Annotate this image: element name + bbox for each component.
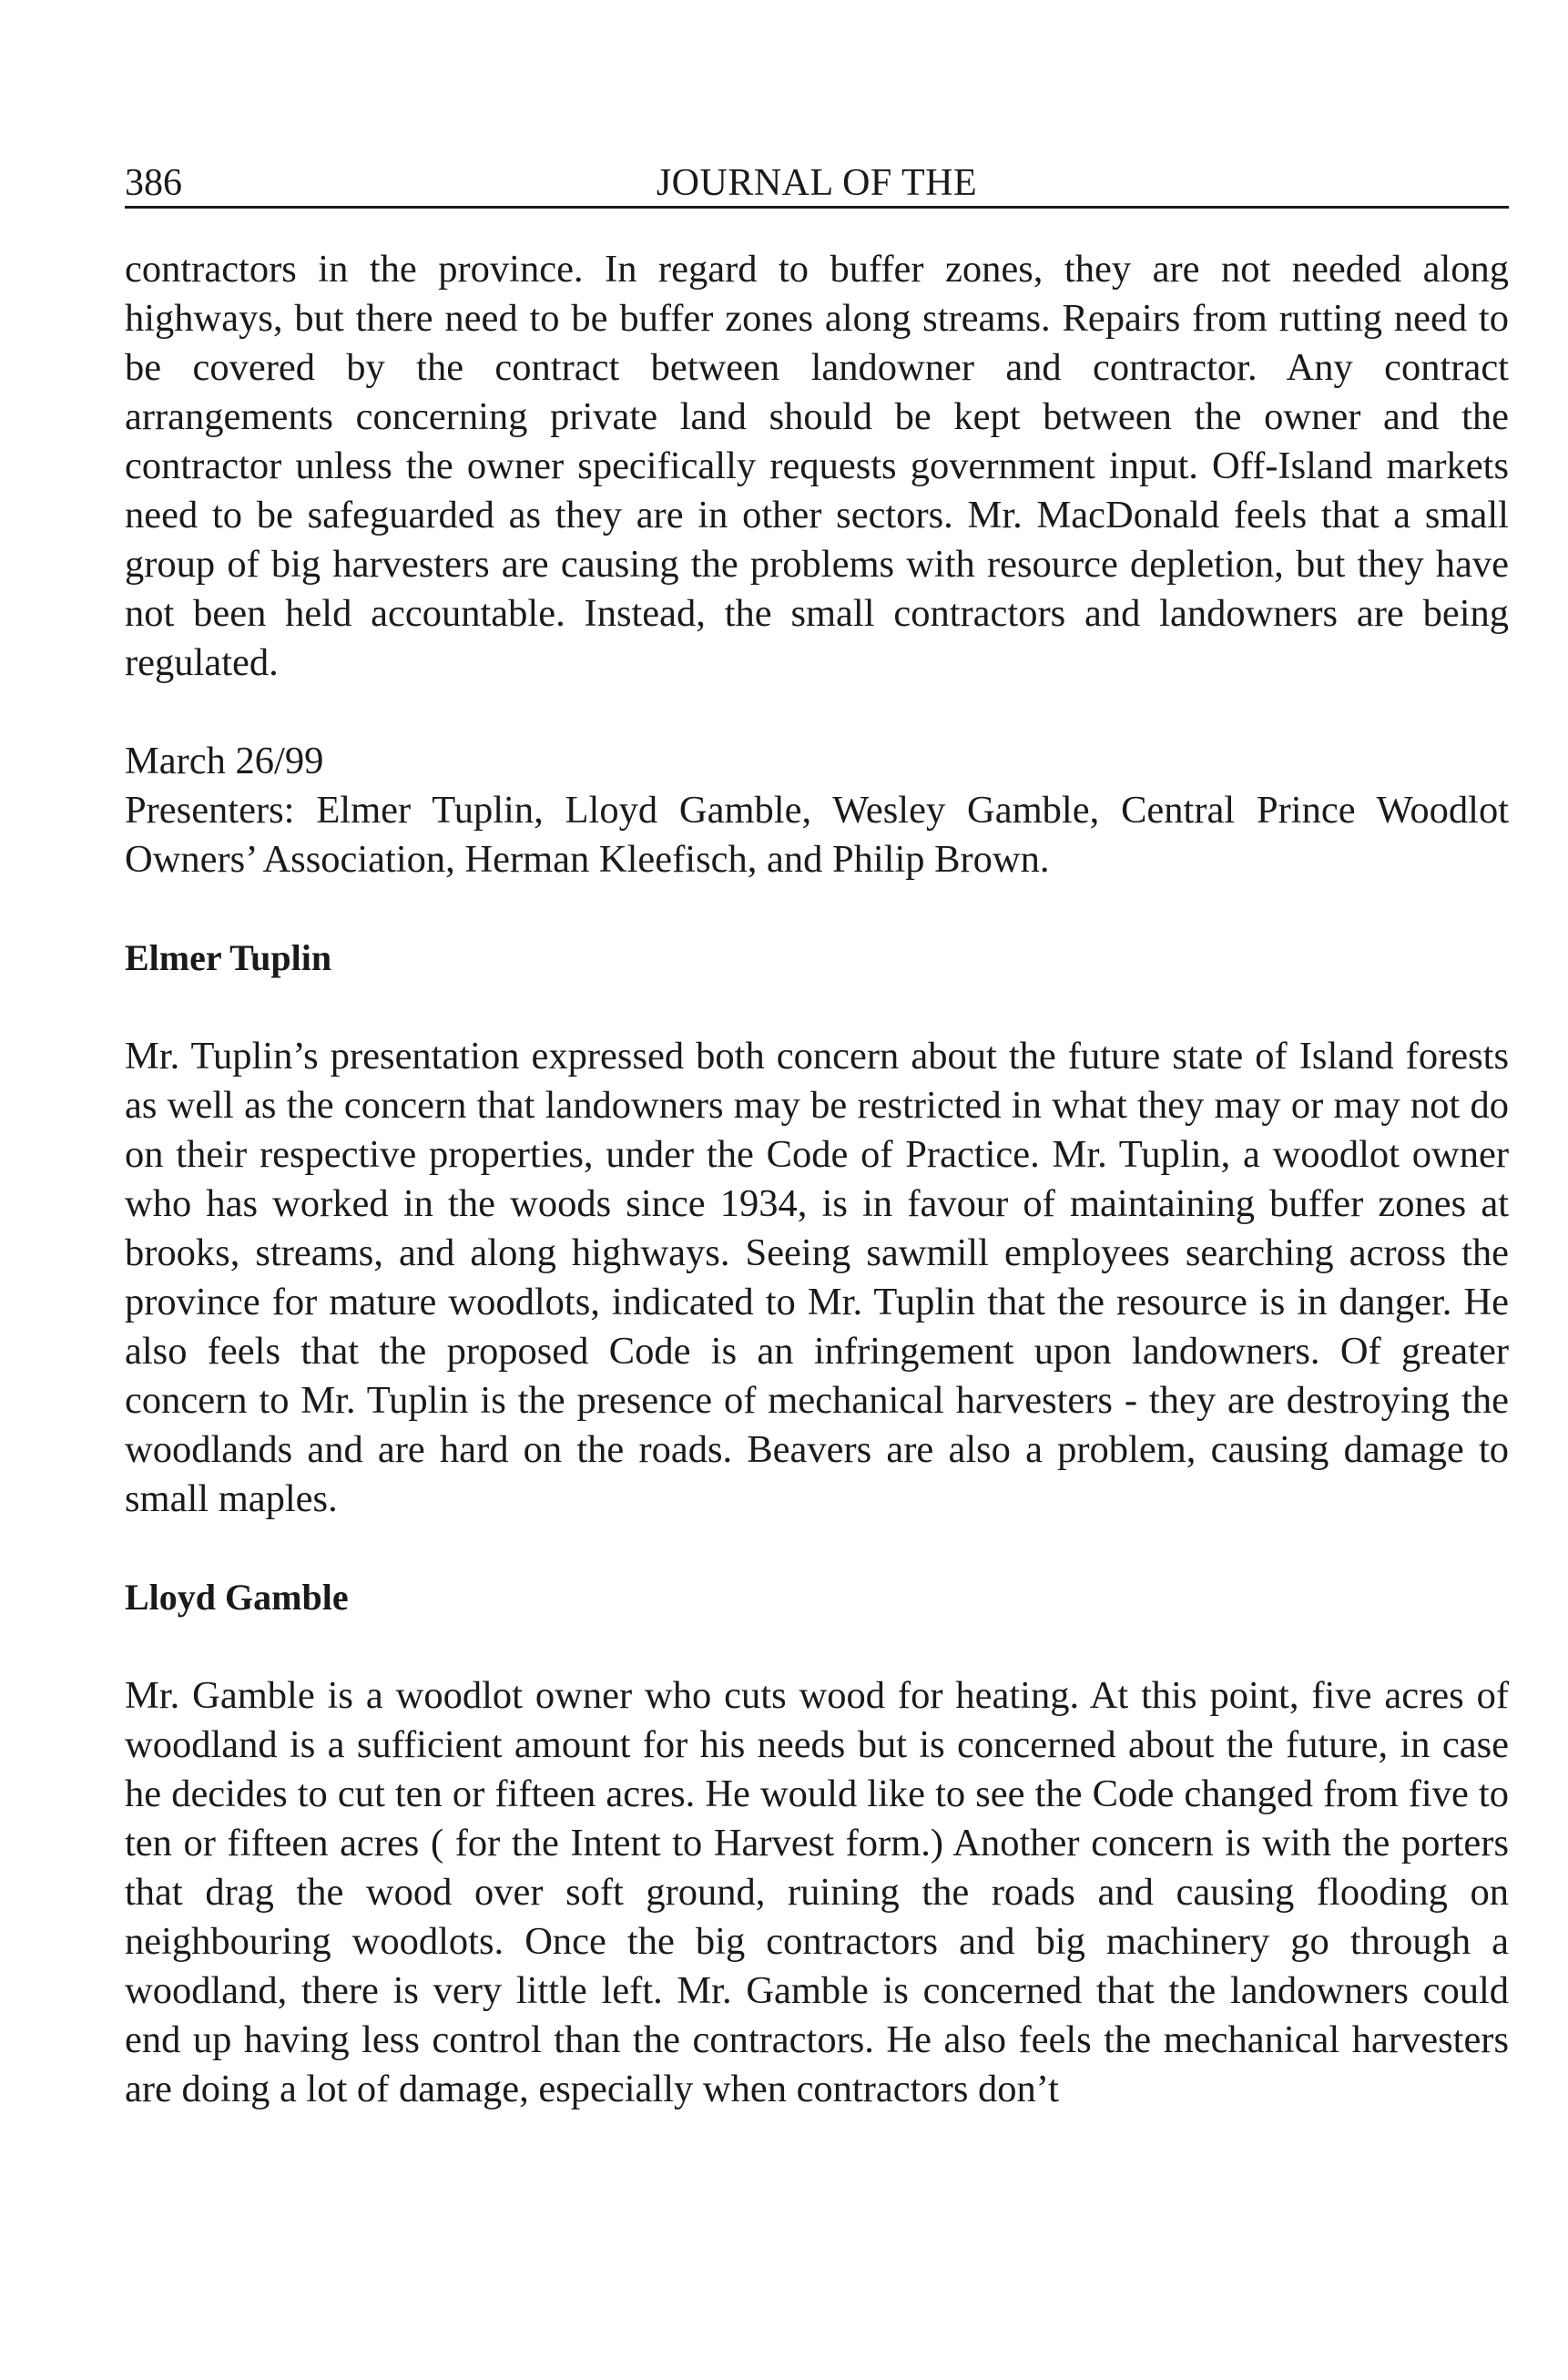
paragraph-gap: [125, 1524, 1509, 1573]
presenters-paragraph: Presenters: Elmer Tuplin, Lloyd Gamble, Wesley Gamble, Central Prince Woodlot Owners’ Association, Herman Kleefisch, and Philip Brown.: [125, 789, 1509, 881]
paragraph-gap: [125, 884, 1509, 934]
running-head: JOURNAL OF THE: [656, 162, 978, 204]
continuation-paragraph: contractors in the province. In regard to buffer zones, they are not needed along highways, but there need to be buffer zones along streams. Repairs from rutting need to be covered by the contract between landowner and contractor. Any contract arrangements concerning private land should be kept between the owner and the contractor unless the owner specifically requests government input. Off-Island markets need to be safeguarded as they are in other sectors. Mr. MacDonald feels that a small group of big harvesters are causing the problems with resource depletion, but they have not been held accountable. Instead, the small contractors and landowners are being regulated.: [125, 248, 1509, 684]
document-page: [125, 155, 1509, 2114]
paragraph-gap: [125, 983, 1509, 1032]
page-number: 386: [125, 162, 182, 204]
section-heading-lloyd-gamble: Lloyd Gamble: [125, 1577, 349, 1618]
paragraph-gap: [125, 1622, 1509, 1671]
section-paragraph-elmer-tuplin: Mr. Tuplin’s presentation expressed both concern about the future state of Island forests as well as the concern that landowners may be restricted in what they may or may not do on their respective properties, under the Code of Practice. Mr. Tuplin, a woodlot owner who has worked in the woods since 1934, is in favour of maintaining buffer zones at brooks, streams, and along highways. Seeing sawmill employees searching across the province for mature woodlots, indicated to Mr. Tuplin that the resource is in danger. He also feels that the proposed Code is an infringement upon landowners. Of greater concern to Mr. Tuplin is the presence of mechanical harvesters - they are destroying the woodlands and are hard on the roads. Beavers are also a problem, causing damage to small maples.: [125, 1035, 1509, 1520]
page-header: [125, 155, 1509, 209]
section-paragraph-lloyd-gamble: Mr. Gamble is a woodlot owner who cuts wood for heating. At this point, five acres of woodland is a sufficient amount for his needs but is concerned about the future, in case he decides to cut ten or fifteen acres. He would like to see the Code changed from five to ten or fifteen acres ( for the Intent to Harvest form.) Another concern is with the porters that drag the wood over soft ground, ruining the roads and causing flooding on neighbouring woodlots. Once the big contractors and big machinery go through a woodland, there is very little left. Mr. Gamble is concerned that the landowners could end up having less control than the contractors. He also feels the mechanical harvesters are doing a lot of damage, especially when contractors don’t: [125, 1674, 1509, 2110]
body-text: [125, 245, 1509, 2114]
paragraph-gap: [125, 688, 1509, 737]
date-line: March 26/99: [125, 740, 324, 782]
section-heading-elmer-tuplin: Elmer Tuplin: [125, 937, 332, 978]
